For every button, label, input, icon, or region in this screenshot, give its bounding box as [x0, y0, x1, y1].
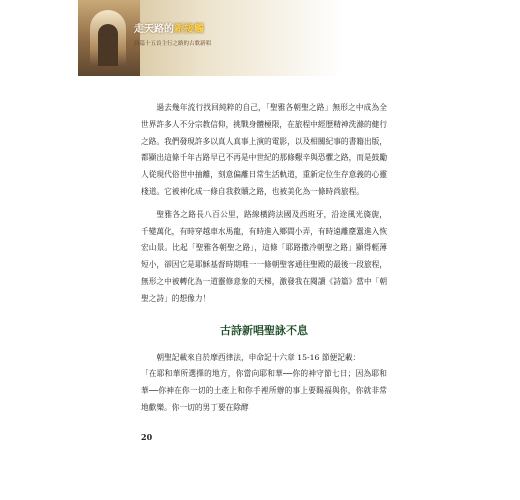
- quote-intro-paragraph: 朝聖記載來自於摩西律法，申命記十六章 15-16 節便記載：: [156, 352, 361, 362]
- chapter-header: [78, 0, 358, 76]
- archway-doorway: [98, 24, 118, 66]
- header-title-area: [134, 20, 211, 47]
- header-title-highlight: 新接觸: [174, 24, 204, 35]
- section-heading: 古詩新唱聖詠不息: [220, 323, 308, 337]
- page-content: [141, 100, 387, 417]
- header-title-prefix: 走天路的: [134, 24, 174, 35]
- page-number: 20: [141, 432, 153, 442]
- header-photo: [78, 0, 140, 76]
- body-paragraph-2: 聖雅各之路長八百公里，路線橫跨法國及西班牙，沿途風光旖旎，千變萬化，有時穿越車水馬龍，有時進入鄉間小弄，有時遠離塵囂進入恢宏山景。比起「聖雅各朝聖之路」，這條「耶路撒冷朝聖之路」顯得輕薄短小，卻因它是耶穌基督時期唯一一條朝聖客通往聖殿的最後一段旅程，無形之中被轉化為一道靈修意象的天梯，激發我在閱讀《詩篇》當中「朝聖之詩」的想像力！: [141, 209, 388, 303]
- body-paragraph-1: 過去幾年流行找回純粹的自己，「聖雅各朝聖之路」無形之中成為全世界許多人不分宗教信仰，挑戰身體極限，在旅程中經歷精神洗滌的健行之路。我們發現許多以真人真事上演的電影，以及相關紀事的書籍出版，都顯出這條千年古路早已不再是中世紀的那條艱辛與恐懼之路，而是鼓勵人從現代俗世中抽離，刻意偏離日常生活軌道，重新定位生存意義的心靈棧道。它被神化成一條自我救贖之路，也被美化為一條時尚旅程。: [141, 103, 388, 196]
- header-title: [134, 20, 211, 35]
- scripture-quote: 「在耶和華所選擇的地方，你當向耶和華──你的神守節七日；因為耶和華──你神在你一切的土產上和你手裡所辦的事上要賜福與你，你就非常地歡樂。你一切的男丁要在除酵: [141, 369, 387, 412]
- header-subtitle: 詩篇十五首主行之路的古歌新唱: [134, 41, 212, 47]
